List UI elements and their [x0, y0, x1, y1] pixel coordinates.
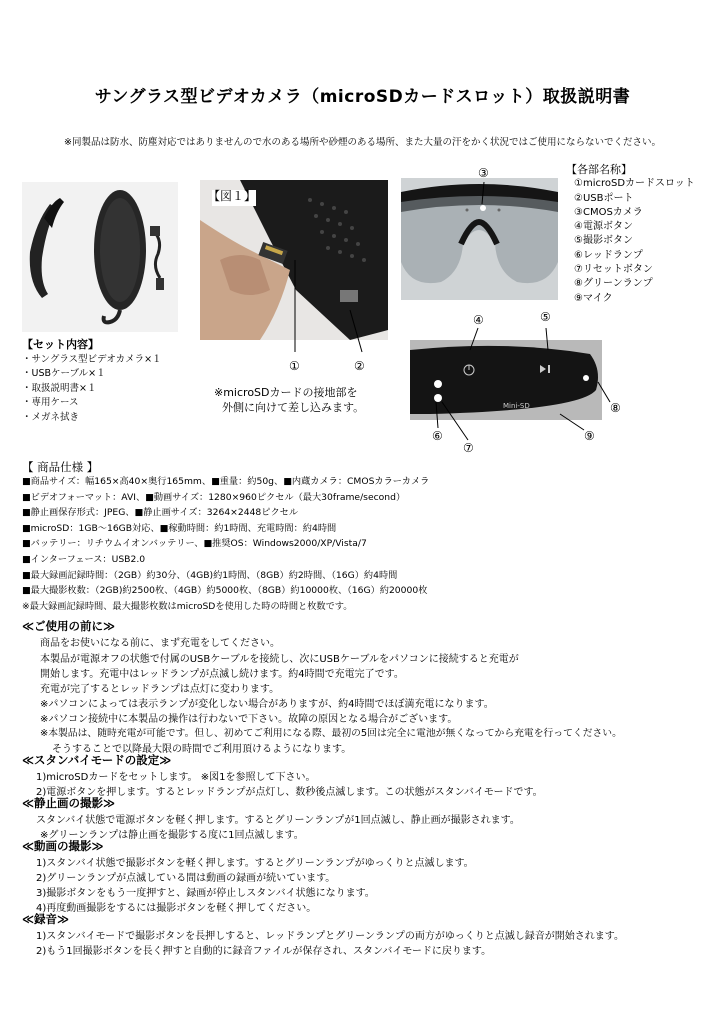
before-line: そうすることで以降最大限の時間でご利用頂けるようになります。: [52, 744, 352, 755]
spec-line: ■インターフェース：USB2.0: [22, 553, 146, 565]
product-set-photo: [22, 182, 178, 332]
before-line: 本製品が電源オフの状態で付属のUSBケーブルを接続し、次にUSBケーブルをパソコンに接続すると充電が: [40, 654, 519, 665]
callout-3: ③: [478, 166, 489, 180]
standby-line: 1)microSDカードをセットします。 ※図1を参照して下さい。: [36, 772, 316, 783]
before-heading: ≪ご使用の前に≫: [22, 619, 116, 633]
video-line: 2)グリーンランプが点滅している間は動画の録画が続いています。: [36, 873, 336, 884]
part-item: ⑦リセットボタン: [574, 264, 653, 276]
set-item: ・取扱説明書×１: [22, 382, 97, 394]
spec-list: [22, 474, 712, 614]
spec-line: ■最大録画記録時間：（2GB）約30分、（4GB)約1時間、（8GB）約2時間、（16G）約4時間: [22, 569, 398, 581]
video-heading: ≪動画の撮影≫: [22, 839, 104, 853]
spec-line: ■商品サイズ：幅165×高40×奥行165mm、■重量：約50g、■内蔵カメラ：CMOSカラーカメラ: [22, 476, 430, 487]
callout-5: ⑤: [540, 310, 551, 324]
spec-line: ■最大撮影枚数：（2GB)約2500枚、（4GB）約5000枚、（8GB）約10000枚、（16G）約20000枚: [22, 585, 428, 597]
part-item: ②USBポート: [574, 192, 634, 204]
part-item: ⑥レッドランプ: [574, 249, 643, 261]
still-heading: ≪静止画の撮影≫: [22, 796, 116, 810]
part-item: ④電源ボタン: [574, 221, 633, 233]
parts-heading: 【各部名称】: [566, 163, 632, 176]
caption-line: 外側に向けて差し込みます。: [222, 401, 365, 414]
caption-line: ※microSDカードの接地部を: [214, 386, 358, 399]
page-title: サングラス型ビデオカメラ（microSDカードスロット）取扱説明書: [94, 87, 631, 107]
callout-7: ⑦: [463, 441, 474, 455]
spec-line: ■ビデオフォーマット：AVI、■動画サイズ：1280×960ピクセル（最大30frame/second）: [22, 491, 406, 503]
standby-line: 2)電源ボタンを押します。するとレッドランプが点灯し、数秒後点滅します。この状態がスタンバイモードです。: [36, 787, 543, 798]
callout-8: ⑧: [610, 401, 621, 415]
callout-4: ④: [473, 313, 484, 327]
figure1-label: 【図１】: [208, 189, 257, 203]
video-line: 4)再度動画撮影をするには撮影ボタンを軽く押してください。: [36, 903, 317, 914]
spec-line: ■静止画保存形式：JPEG、■静止画サイズ：3264×2448ピクセル: [22, 507, 299, 519]
audio-line: 2)もう1回撮影ボタンを長く押すと自動的に録音ファイルが保存され、スタンバイモードに戻ります。: [36, 946, 492, 957]
spec-line: ■バッテリー：リチウムイオンバッテリー、■推奨OS：Windows2000/XP/Vista/7: [22, 538, 367, 550]
video-line: 1)スタンバイ状態で撮影ボタンを軽く押します。するとグリーンランプがゆっくりと点滅します。: [36, 858, 474, 869]
callout-2: ②: [354, 359, 365, 373]
part-item: ③CMOSカメラ: [574, 206, 643, 218]
callout-1: ①: [289, 359, 300, 373]
callout-9: ⑨: [584, 429, 595, 443]
set-heading: 【セット内容】: [22, 338, 99, 351]
parts-list: [566, 163, 716, 306]
still-line: ※グリーンランプは静止画を撮影する度に1回点滅します。: [40, 830, 304, 841]
part-item: ⑤撮影ボタン: [574, 235, 633, 247]
figure1-callout-lines: [200, 250, 400, 365]
part-item: ⑨マイク: [574, 292, 613, 304]
still-line: スタンバイ状態で電源ボタンを軽く押します。するとグリーンランプが1回点滅し、静止画が撮影されます。: [36, 815, 520, 826]
spec-line: ■microSD：1GB〜16GB対応、■稼動時間：約1時間、充電時間：約4時間: [22, 522, 337, 534]
set-item: ・USBケーブル×１: [22, 368, 106, 379]
set-item: ・メガネ拭き: [22, 411, 80, 423]
set-item: ・サングラス型ビデオカメラ×１: [22, 353, 162, 365]
before-line: ※パソコン接続中に本製品の操作は行わないで下さい。故障の原因となる場合がございます。: [40, 714, 458, 725]
before-line: 充電が完了するとレッドランプは点灯に変わります。: [40, 684, 280, 695]
figure1-caption: [214, 385, 364, 415]
spec-line: ※最大録画記録時間、最大撮影枚数はmicroSDを使用した時の時間と枚数です。: [22, 600, 353, 612]
before-line: 開始します。充電中はレッドランプが点滅し続けます。約4時間で充電完了です。: [40, 669, 404, 680]
before-line: ※パソコンによっては表示ランプが変化しない場合がありますが、約4時間でほぼ満充電になります。: [40, 699, 494, 710]
part-item: ⑧グリーンランプ: [574, 278, 653, 290]
audio-line: 1)スタンバイモードで撮影ボタンを長押しすると、レッドランプとグリーンランプの両方がゆっくりと点滅し録音が開始されます。: [36, 931, 624, 942]
callout-6: ⑥: [432, 429, 443, 443]
audio-heading: ≪録音≫: [22, 912, 70, 926]
set-item: ・専用ケース: [22, 397, 79, 408]
part-item: ①microSDカードスロット: [574, 178, 695, 190]
before-line: 商品をお使いになる前に、まず充電をしてください。: [40, 638, 280, 649]
video-line: 3)撮影ボタンをもう一度押すと、録画が停止しスタンバイ状態になります。: [36, 888, 375, 899]
before-line: ※本製品は、随時充電が可能です。但し、初めてご利用になる際、最初の5回は完全に電池が無くなってから充電を行ってください。: [40, 728, 622, 739]
warning-note: ※同製品は防水、防塵対応ではありませんので水のある場所や砂煙のある場所、また大量の汗をかく状況ではご使用にならないでください。: [64, 137, 661, 148]
set-contents: [22, 338, 202, 425]
standby-heading: ≪スタンバイモードの設定≫: [22, 753, 172, 767]
device-label: Mini-SD: [503, 402, 530, 410]
spec-heading: 【 商品仕様 】: [22, 460, 99, 474]
